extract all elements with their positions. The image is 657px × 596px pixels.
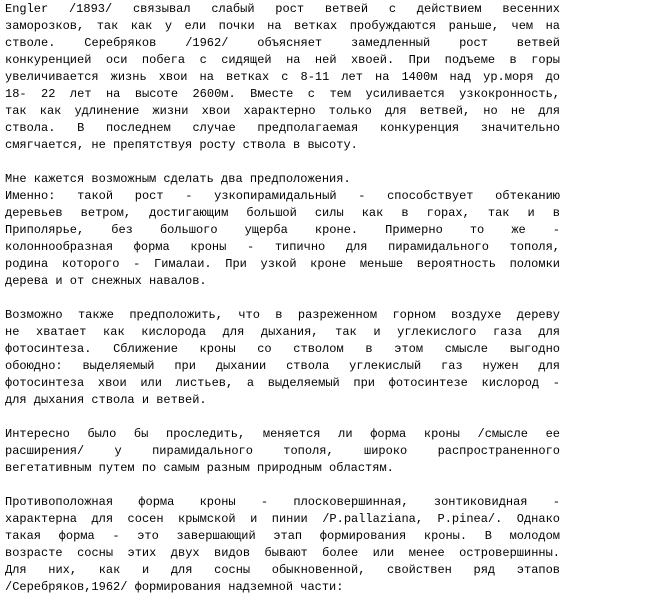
text-line: фотосинтеза. Сближение кроны со стволом в этом смысле выгодно: [5, 342, 560, 356]
text-line: возрасте сосны этих двух видов бывают более или менее островершинны.: [5, 546, 560, 560]
paragraph-3: [5, 307, 560, 409]
text-line: для дыхания ствола и ветвей.: [5, 393, 207, 407]
text-line: увеличивается жизнь хвои на ветках с 8-11 лет на 1400м над ур.моря до: [5, 70, 560, 84]
paragraph-gap: [5, 154, 560, 171]
text-line: смягчается, не препятствуя росту ствола в высоту.: [5, 138, 358, 152]
text-line: не хватает как кислорода для дыхания, так и углекислого газа для: [5, 325, 560, 339]
document-page: [5, 1, 560, 596]
text-line: Приполярье, без большого ущерба кроне. Примерно то же -: [5, 223, 560, 237]
paragraph-1: [5, 1, 560, 154]
text-line: Противоположная форма кроны - плосковершинная, зонтиковидная -: [5, 495, 560, 509]
text-line: 18- 22 лет на высоте 2600м. Вместе с тем усиливается узкокронность,: [5, 87, 560, 101]
text-line: так как удлинение жизни хвои характерно только для ветвей, но не для: [5, 104, 560, 118]
text-line: ствола. В последнем случае предполагаемая конкуренция значительно: [5, 121, 560, 135]
text-line: Возможно также предположить, что в разреженном горном воздухе дереву: [5, 308, 560, 322]
text-line: колоннообразная форма кроны - типично для пирамидального тополя,: [5, 240, 560, 254]
paragraph-gap: [5, 290, 560, 307]
text-line: /Серебряков,1962/ формирования надземной части:: [5, 580, 344, 594]
paragraph-gap: [5, 409, 560, 426]
text-line: Engler /1893/ связывал слабый рост ветвей с действием весенних: [5, 2, 560, 16]
text-line: обоюдно: выделяемый при дыхании ствола углекислый газ нужен для: [5, 359, 560, 373]
text-line: конкуренцией оси побега с сидящей на ней хвоей. При подъеме в горы: [5, 53, 560, 67]
paragraph-gap: [5, 477, 560, 494]
text-line: Мне кажется возможным сделать два предположения.: [5, 172, 351, 186]
text-line: Для них, как и для сосны обыкновенной, свойствен ряд этапов: [5, 563, 560, 577]
text-line: стволе. Серебряков /1962/ объясняет замедленный рост ветвей: [5, 36, 560, 50]
paragraph-5: [5, 494, 560, 596]
text-line: Интересно было бы проследить, меняется ли форма кроны /смысле ее: [5, 427, 560, 441]
text-line: такая форма - это завершающий этап формирования кроны. В молодом: [5, 529, 560, 543]
text-line: Именно: такой рост - узкопирамидальный - способствует обтеканию: [5, 189, 560, 203]
text-line: расширения/ у пирамидального тополя, широко распространенного: [5, 444, 560, 458]
text-line: вегетативным путем по самым разным природным областям.: [5, 461, 394, 475]
paragraph-2: [5, 171, 560, 290]
text-line: дерева и от снежных навалов.: [5, 274, 207, 288]
text-line: деревьев ветром, достигающим большой силы как в горах, так и в: [5, 206, 560, 220]
text-line: заморозков, так как у ели почки на ветках пробуждаются раньше, чем на: [5, 19, 560, 33]
text-line: родина которого - Гималаи. При узкой кроне меньше вероятность поломки: [5, 257, 560, 271]
text-line: фотосинтеза хвои или листьев, а выделяемый при фотосинтезе кислород -: [5, 376, 560, 390]
paragraph-4: [5, 426, 560, 477]
text-line: характерна для сосен крымской и пинии /P.pallaziana, P.pinea/. Однако: [5, 512, 560, 526]
